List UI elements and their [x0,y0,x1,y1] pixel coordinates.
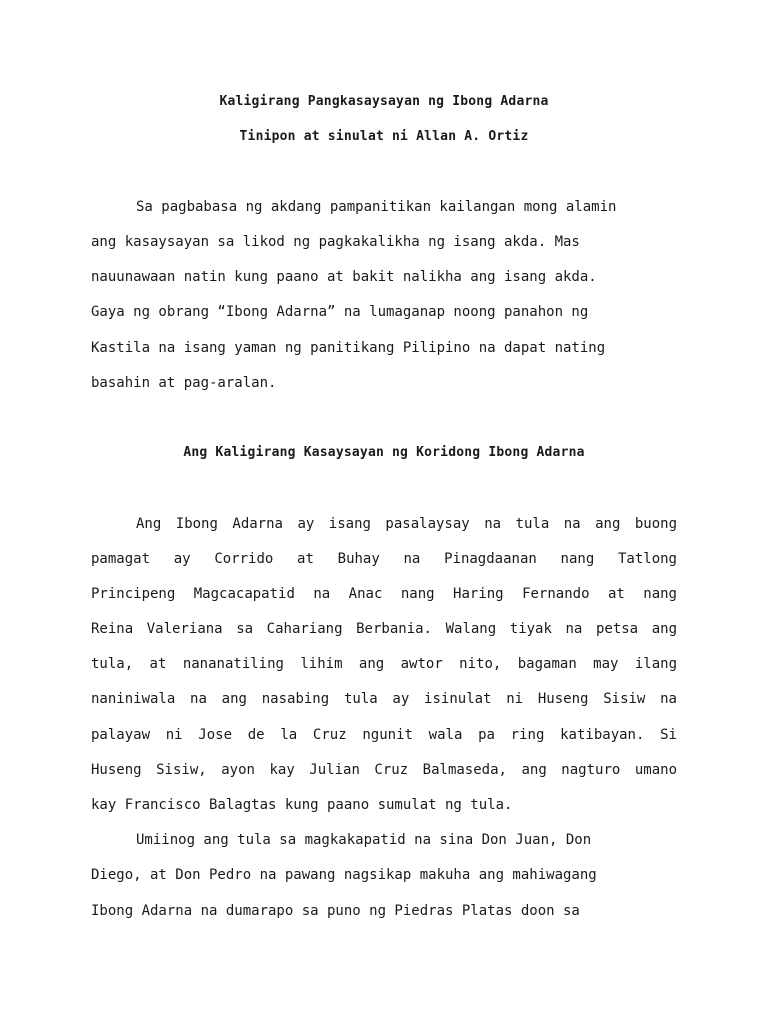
paragraph-line: tula, at nananatiling lihim ang awtor nito, bagaman may ilang [91,656,677,672]
paragraph-line: ang kasaysayan sa likod ng pagkakalikha ng isang akda. Mas [91,234,580,250]
paragraph-line: kay Francisco Balagtas kung paano sumulat ng tula. [91,797,513,813]
paragraph-line: nauunawaan natin kung paano at bakit nalikha ang isang akda. [91,269,597,285]
paragraph-line: basahin at pag-aralan. [91,375,277,391]
section-heading: Ang Kaligirang Kasaysayan ng Koridong Ibong Adarna [183,445,585,460]
paragraph-line: Ang Ibong Adarna ay isang pasalaysay na tula na ang buong [136,516,677,532]
paragraph-line: Principeng Magcacapatid na Anac nang Haring Fernando at nang [91,586,677,602]
paragraph-line: Reina Valeriana sa Cahariang Berbania. Walang tiyak na petsa ang [91,621,677,637]
paragraph-line: Gaya ng obrang “Ibong Adarna” na lumaganap noong panahon ng [91,304,589,320]
paragraph-line: pamagat ay Corrido at Buhay na Pinagdaanan nang Tatlong [91,551,677,567]
paragraph-line: Umiinog ang tula sa magkakapatid na sina Don Juan, Don [136,832,592,848]
paragraph-line: Kastila na isang yaman ng panitikang Pilipino na dapat nating [91,340,606,356]
paragraph-line: naniniwala na ang nasabing tula ay isinulat ni Huseng Sisiw na [91,691,677,707]
paragraph-line: Diego, at Don Pedro na pawang nagsikap makuha ang mahiwagang [91,867,597,883]
paragraph-line: Huseng Sisiw, ayon kay Julian Cruz Balmaseda, ang nagturo umano [91,762,677,778]
paragraph-line: Sa pagbabasa ng akdang pampanitikan kailangan mong alamin [136,199,617,215]
document-title: Kaligirang Pangkasaysayan ng Ibong Adarna [219,94,549,109]
paragraph-line: palayaw ni Jose de la Cruz ngunit wala pa ring katibayan. Si [91,727,677,743]
paragraph-line: Ibong Adarna na dumarapo sa puno ng Piedras Platas doon sa [91,903,580,919]
document-byline: Tinipon at sinulat ni Allan A. Ortiz [239,129,529,144]
